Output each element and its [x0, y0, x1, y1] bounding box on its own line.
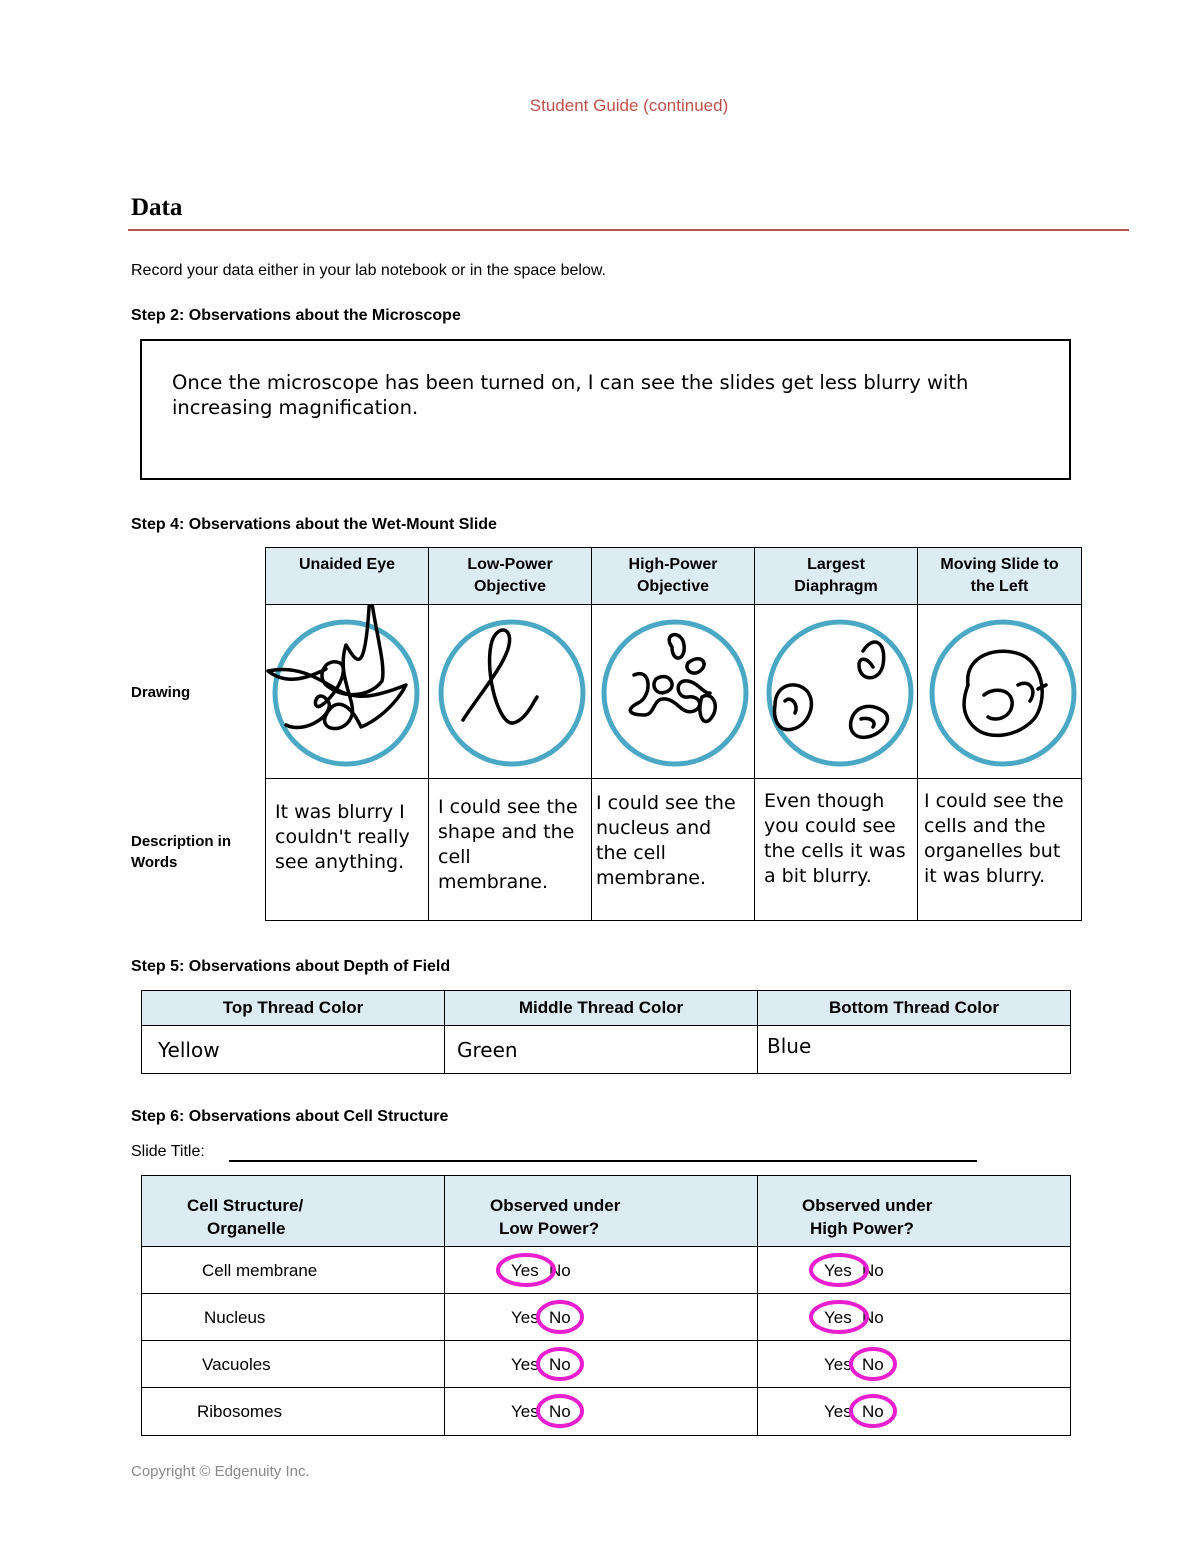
high-power-answer-cell[interactable]: [757, 1246, 1071, 1294]
header-middle-thread: Middle Thread Color: [444, 990, 758, 1026]
wm-header-low-power: [428, 547, 592, 605]
wm-header-high-power-line1: High-Power: [628, 556, 718, 573]
header-cell-structure-line1: Cell Structure/: [187, 1196, 304, 1215]
wm-header-largest-diaphragm: [754, 547, 918, 605]
header-cell-structure: [141, 1175, 445, 1247]
wm-desc-unaided-text: It was blurry I couldn't really see anything.: [275, 801, 410, 873]
no-option[interactable]: No: [862, 1402, 884, 1421]
section-title: Data: [131, 194, 183, 221]
drawing-high-power-svg: [592, 605, 756, 780]
yes-option[interactable]: Yes: [824, 1261, 852, 1280]
high-power-answer-cell[interactable]: [757, 1293, 1071, 1341]
depth-of-field-table: [141, 990, 1071, 1074]
slide-title-label: Slide Title:: [131, 1143, 205, 1160]
no-option[interactable]: No: [549, 1308, 571, 1327]
field-of-view-circle: [769, 622, 911, 764]
cell-structure-table: [141, 1175, 1071, 1436]
wm-header-low-power-line1: Low-Power: [467, 556, 553, 573]
no-option[interactable]: No: [862, 1308, 884, 1327]
wm-desc-low-power[interactable]: [428, 778, 592, 921]
header-high-power-line1: Observed under: [802, 1196, 933, 1215]
middle-thread-value: Green: [457, 1038, 518, 1062]
wm-header-moving-line2: the Left: [970, 578, 1029, 595]
loop-drawing: [463, 630, 537, 723]
wm-drawing-unaided[interactable]: [265, 604, 429, 779]
no-option[interactable]: No: [549, 1261, 571, 1280]
header-high-power-line2: High Power?: [810, 1219, 914, 1238]
yes-option[interactable]: Yes: [511, 1402, 539, 1421]
no-option[interactable]: No: [862, 1355, 884, 1374]
high-power-answer-cell[interactable]: [757, 1340, 1071, 1388]
low-power-answer-cell[interactable]: [444, 1293, 758, 1341]
header-low-power-line2: Low Power?: [499, 1219, 600, 1238]
cell-middle-thread[interactable]: [444, 1025, 758, 1074]
wm-desc-largest-diaphragm[interactable]: [754, 778, 918, 921]
header-bottom-thread: Bottom Thread Color: [757, 990, 1071, 1026]
wm-drawing-moving-slide[interactable]: [917, 604, 1082, 779]
page-header-title: Student Guide (continued): [529, 96, 729, 115]
structure-label: Ribosomes: [197, 1402, 283, 1421]
wm-header-diaphragm-line1: Largest: [807, 556, 865, 573]
wm-desc-diaphragm-text: Even though you could see the cells it was a bit blurry.: [764, 790, 906, 887]
row-structure-nucleus: [141, 1293, 445, 1341]
header-low-power: [444, 1175, 758, 1247]
copyright-footer: Copyright © Edgenuity Inc.: [131, 1463, 310, 1480]
wm-header-unaided-line1: Unaided Eye: [298, 556, 396, 573]
wm-drawing-high-power[interactable]: [591, 604, 755, 779]
intro-text: Record your data either in your lab notebook or in the space below.: [131, 262, 606, 279]
drawing-unaided-svg: [266, 605, 430, 780]
step4-label: Step 4: Observations about the Wet-Mount Slide: [131, 516, 497, 533]
structure-label: Vacuoles: [202, 1355, 271, 1374]
wm-header-unaided: [265, 547, 429, 605]
step6-label: Step 6: Observations about Cell Structure: [131, 1108, 449, 1125]
wm-header-moving-slide: [917, 547, 1082, 605]
header-high-power: [757, 1175, 1071, 1247]
row-structure-cell-membrane: [141, 1246, 445, 1294]
cells-drawing: [630, 635, 715, 722]
high-power-answer-cell[interactable]: [757, 1387, 1071, 1436]
no-option[interactable]: No: [862, 1261, 884, 1280]
drawing-moving-svg: [918, 605, 1083, 780]
step2-answer-text: Once the microscope has been turned on, I can see the slides get less blurry with increasing magnification.: [172, 371, 969, 419]
cells-drawing: [775, 642, 888, 737]
structure-label: Nucleus: [204, 1308, 266, 1327]
row-structure-ribosomes: [141, 1387, 445, 1436]
low-power-answer-cell[interactable]: [444, 1340, 758, 1388]
wm-header-diaphragm-line2: Diaphragm: [794, 578, 878, 595]
low-power-answer-cell[interactable]: [444, 1246, 758, 1294]
cell-scribble-drawing: [964, 651, 1046, 735]
field-of-view-circle: [604, 622, 746, 764]
row-label-drawing: Drawing: [131, 684, 191, 701]
step2-answer-box[interactable]: [140, 339, 1071, 480]
field-of-view-circle: [441, 622, 583, 764]
wm-header-low-power-line2: Objective: [473, 578, 547, 595]
wm-desc-moving-slide[interactable]: [917, 778, 1082, 921]
wm-drawing-low-power[interactable]: [428, 604, 592, 779]
drawing-diaphragm-svg: [755, 605, 919, 780]
yes-option[interactable]: Yes: [511, 1261, 539, 1280]
wm-desc-high-power[interactable]: [591, 778, 755, 921]
no-option[interactable]: No: [549, 1355, 571, 1374]
wm-header-high-power-line2: Objective: [636, 578, 710, 595]
header-cell-structure-line2: Organelle: [207, 1219, 286, 1238]
row-structure-vacuoles: [141, 1340, 445, 1388]
no-option[interactable]: No: [549, 1402, 571, 1421]
drawing-low-power-svg: [429, 605, 593, 780]
cell-bottom-thread[interactable]: [757, 1025, 1071, 1074]
yes-option[interactable]: Yes: [511, 1355, 539, 1374]
field-of-view-circle: [932, 622, 1074, 764]
step5-label: Step 5: Observations about Depth of Field: [131, 958, 451, 975]
wm-desc-low-power-text: I could see the shape and the cell membrane.: [438, 796, 578, 893]
header-top-thread: Top Thread Color: [141, 990, 445, 1026]
wet-mount-table: [265, 547, 1082, 921]
yes-option[interactable]: Yes: [511, 1308, 539, 1327]
wm-desc-high-power-text: I could see the nucleus and the cell membrane.: [596, 792, 736, 889]
wm-desc-moving-text: I could see the cells and the organelles but it was blurry.: [924, 790, 1064, 887]
bottom-thread-value: Blue: [767, 1034, 812, 1058]
wm-header-high-power: [591, 547, 755, 605]
slide-title-input-line[interactable]: [229, 1160, 977, 1162]
step2-label: Step 2: Observations about the Microscope: [131, 307, 461, 324]
structure-label: Cell membrane: [202, 1261, 318, 1280]
section-divider: [128, 229, 1129, 231]
cell-top-thread[interactable]: [141, 1025, 445, 1074]
yes-option[interactable]: Yes: [824, 1308, 852, 1327]
wm-desc-unaided[interactable]: [265, 778, 429, 921]
low-power-answer-cell[interactable]: [444, 1387, 758, 1436]
yes-option[interactable]: Yes: [824, 1402, 852, 1421]
top-thread-value: Yellow: [158, 1038, 220, 1062]
wm-header-moving-line1: Moving Slide to: [940, 556, 1059, 573]
row-label-description: Description in Words: [131, 833, 232, 871]
yes-option[interactable]: Yes: [824, 1355, 852, 1374]
header-low-power-line1: Observed under: [490, 1196, 621, 1215]
wm-drawing-largest-diaphragm[interactable]: [754, 604, 918, 779]
